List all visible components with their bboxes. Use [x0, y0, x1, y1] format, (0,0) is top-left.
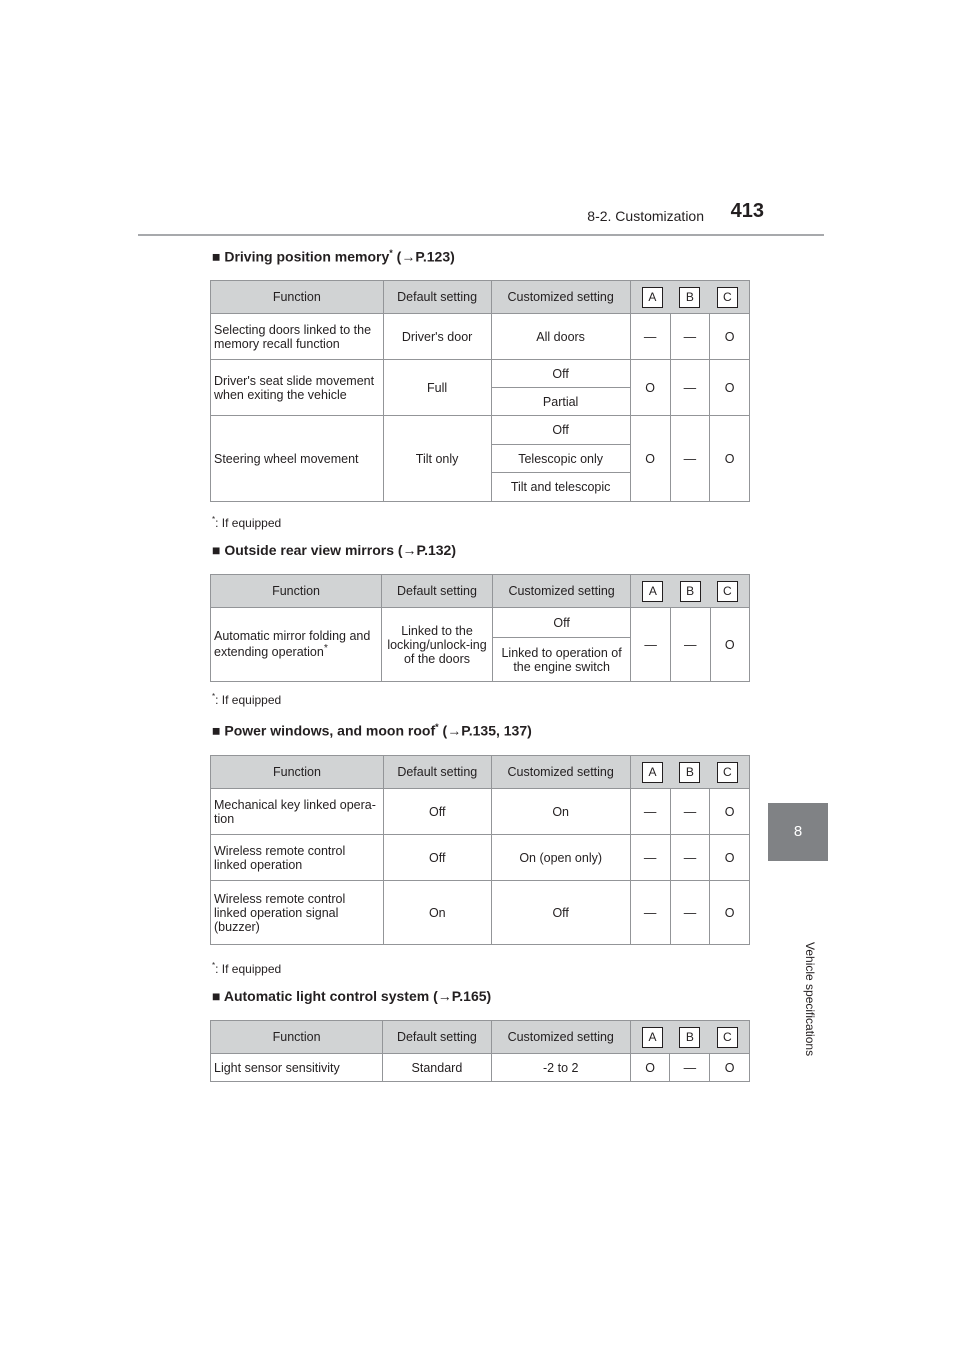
cell-customized: -2 to 2	[491, 1054, 630, 1082]
table-row	[211, 608, 750, 638]
table-row	[211, 1054, 750, 1082]
col-default: Default setting	[383, 281, 491, 314]
cell-function: Automatic mirror folding and extending operation*	[211, 608, 382, 682]
cell-default: Full	[383, 360, 491, 416]
cell-c: O	[710, 314, 750, 360]
col-abc: A B C	[630, 1021, 749, 1054]
col-customized: Customized setting	[491, 756, 630, 789]
cell-customized: On	[491, 789, 630, 835]
col-abc: A B C	[630, 281, 749, 314]
cell-c: O	[710, 881, 750, 945]
page-number: 413	[730, 200, 764, 222]
table-light-control	[210, 1020, 750, 1082]
cell-function: Driver's seat slide movement when exiting the vehicle	[211, 360, 384, 416]
cell-function: Steering wheel movement	[211, 416, 384, 502]
col-customized: Customized setting	[492, 575, 630, 608]
cell-c: O	[710, 360, 750, 416]
table-row	[211, 360, 750, 388]
cell-function: Wireless remote control linked operation	[211, 835, 384, 881]
table-row	[211, 314, 750, 360]
cell-customized: Partial	[491, 388, 630, 416]
cell-customized: Off	[491, 881, 630, 945]
cell-default: Linked to the locking/unlock-ing of the doors	[382, 608, 493, 682]
cell-customized: Off	[491, 360, 630, 388]
col-abc: A B C	[630, 756, 749, 789]
col-default: Default setting	[383, 756, 491, 789]
cell-default: Tilt only	[383, 416, 491, 502]
cell-a: —	[630, 881, 670, 945]
col-default: Default setting	[382, 575, 493, 608]
cell-customized: Linked to operation of the engine switch	[492, 638, 630, 682]
table-power-windows	[210, 755, 750, 945]
cell-b: —	[670, 360, 710, 416]
cell-customized: Tilt and telescopic	[491, 473, 630, 502]
section-title-light-control: ■ Automatic light control system (→P.165)	[212, 988, 492, 1004]
col-function: Function	[211, 281, 384, 314]
col-function: Function	[211, 575, 382, 608]
table-row	[211, 835, 750, 881]
cell-a: —	[630, 789, 670, 835]
col-abc: A B C	[631, 575, 750, 608]
cell-customized: Off	[492, 608, 630, 638]
cell-a: O	[630, 360, 670, 416]
section-title-driving-position: ■ Driving position memory* (→P.123)	[212, 248, 455, 265]
table-driving-position	[210, 280, 750, 502]
cell-c: O	[710, 789, 750, 835]
cell-a: —	[630, 314, 670, 360]
table-row	[211, 881, 750, 945]
col-function: Function	[211, 1021, 383, 1054]
cell-default: Off	[383, 835, 491, 881]
cell-c: O	[710, 1054, 750, 1082]
table-row	[211, 789, 750, 835]
cell-customized: Off	[491, 416, 630, 445]
cell-function: Selecting doors linked to the memory recall function	[211, 314, 384, 360]
cell-customized: All doors	[491, 314, 630, 360]
footnote: *: If equipped	[212, 961, 282, 976]
cell-a: O	[630, 416, 670, 502]
chapter-label: Vehicle specifications	[803, 942, 817, 1057]
chapter-tab: 8	[768, 803, 828, 861]
page-header	[138, 198, 824, 236]
footnote: *: If equipped	[212, 692, 282, 707]
section-title-power-windows: ■ Power windows, and moon roof* (→P.135, 137)	[212, 722, 532, 739]
cell-default: On	[383, 881, 491, 945]
cell-function: Wireless remote control linked operation signal (buzzer)	[211, 881, 384, 945]
cell-function: Mechanical key linked opera-tion	[211, 789, 384, 835]
cell-customized: On (open only)	[491, 835, 630, 881]
section-name: 8-2. Customization	[587, 208, 704, 224]
cell-c: O	[710, 835, 750, 881]
footnote: *: If equipped	[212, 515, 282, 530]
col-function: Function	[211, 756, 384, 789]
col-customized: Customized setting	[491, 1021, 630, 1054]
cell-a: —	[630, 835, 670, 881]
cell-b: —	[670, 314, 710, 360]
cell-b: —	[670, 789, 710, 835]
cell-a: —	[631, 608, 671, 682]
cell-function: Light sensor sensitivity	[211, 1054, 383, 1082]
cell-default: Standard	[383, 1054, 492, 1082]
cell-b: —	[670, 881, 710, 945]
cell-c: O	[710, 608, 749, 682]
cell-default: Off	[383, 789, 491, 835]
cell-customized: Telescopic only	[491, 445, 630, 473]
col-default: Default setting	[383, 1021, 492, 1054]
cell-a: O	[630, 1054, 670, 1082]
section-title-mirrors: ■ Outside rear view mirrors (→P.132)	[212, 542, 456, 558]
cell-b: —	[670, 835, 710, 881]
cell-b: —	[670, 416, 710, 502]
col-customized: Customized setting	[491, 281, 630, 314]
table-mirrors	[210, 574, 750, 682]
table-row	[211, 416, 750, 445]
cell-default: Driver's door	[383, 314, 491, 360]
cell-b: —	[670, 608, 710, 682]
cell-c: O	[710, 416, 750, 502]
cell-b: —	[670, 1054, 710, 1082]
